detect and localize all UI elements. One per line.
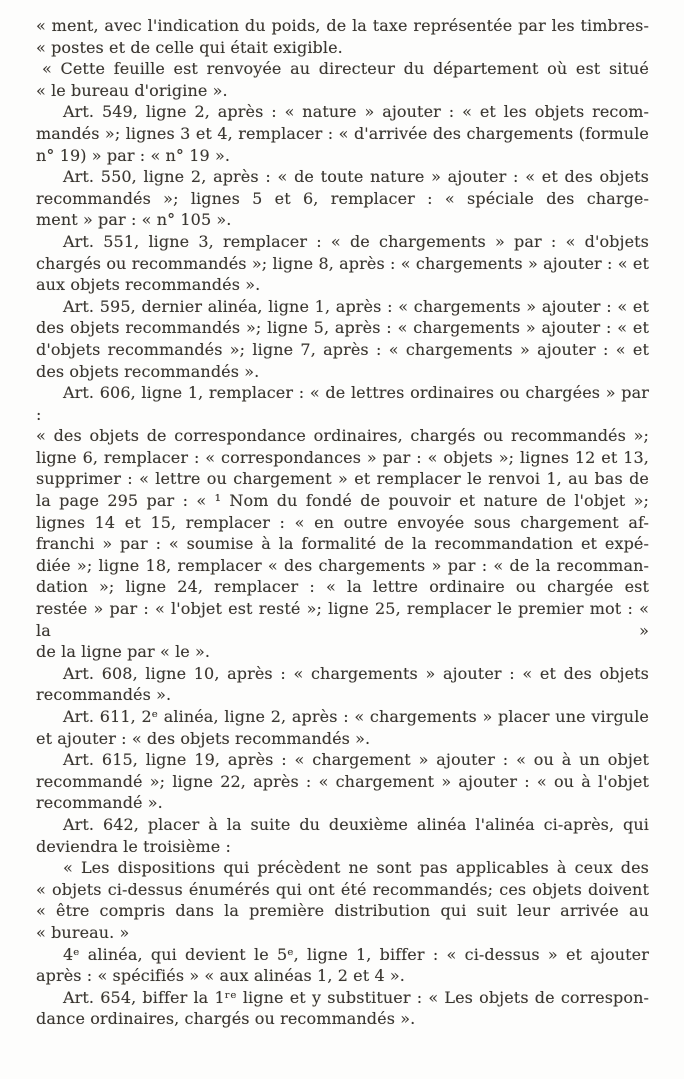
text-line: aux objets recommandés ». (36, 275, 261, 295)
paragraph-art-642-quote (36, 857, 649, 943)
paragraph-art-611 (36, 706, 649, 749)
text-line: « Cette feuille est renvoyée au directeur du département où est situé (42, 59, 649, 79)
text-line: des objets recommandés »; ligne 5, après : « chargements » ajouter : « et (36, 318, 649, 338)
paragraph-art-608 (36, 663, 649, 706)
text-line: de la ligne par « le ». (36, 642, 211, 662)
text-line: dance ordinaires, chargés ou recommandés ». (36, 1009, 416, 1029)
paragraph-art-654 (36, 987, 649, 1030)
text-line: « des objets de correspondance ordinaires, chargés ou recommandés »; (36, 426, 649, 446)
paragraph-art-615 (36, 749, 649, 814)
text-line: recommandés ». (36, 685, 172, 705)
text-line: lignes 14 et 15, remplacer : « en outre envoyée sous chargement af- (36, 512, 649, 532)
text-line: Art. 654, biffer la 1ʳᵉ ligne et y substituer : « Les objets de correspon- (63, 987, 649, 1007)
text-line: Art. 606, ligne 1, remplacer : « de lettres ordinaires ou chargées » par : (36, 383, 649, 424)
text-line: Art. 611, 2ᵉ alinéa, ligne 2, après : « chargements » placer une virgule (63, 707, 649, 726)
text-line: « bureau. » (36, 922, 130, 942)
text-line: des objets recommandés ». (36, 361, 260, 381)
text-line: Art. 595, dernier alinéa, ligne 1, après : « chargements » ajouter : « et (63, 296, 649, 316)
paragraph-art-595 (36, 296, 649, 382)
paragraph-quote-cette-feuille (36, 58, 649, 101)
text-line: et ajouter : « des objets recommandés ». (36, 728, 371, 748)
paragraph-art-642 (36, 814, 649, 857)
text-line: Art. 549, ligne 2, après : « nature » ajouter : « et les objets recom- (63, 102, 649, 122)
paragraph-art-606 (36, 382, 649, 663)
text-line: recommandé ». (36, 793, 163, 813)
text-line: Art. 642, placer à la suite du deuxième alinéa l'alinéa ci-après, qui (63, 814, 649, 834)
text-line: recommandé »; ligne 22, après : « chargement » ajouter : « ou à l'objet (36, 771, 649, 791)
text-line: Art. 550, ligne 2, après : « de toute nature » ajouter : « et des objets (63, 167, 649, 187)
text-line: la page 295 par : « ¹ Nom du fondé de pouvoir et nature de l'objet »; (36, 491, 649, 511)
text-line: « objets ci-dessus énumérés qui ont été recommandés; ces objets doivent (36, 879, 649, 899)
text-line: ment » par : « n° 105 ». (36, 210, 232, 230)
text-line: recommandés »; lignes 5 et 6, remplacer : « spéciale des charge- (36, 188, 649, 208)
text-line: Art. 615, ligne 19, après : « chargement » ajouter : « ou à un objet (63, 750, 649, 770)
text-line: « Les dispositions qui précèdent ne sont pas applicables à ceux des (63, 858, 649, 878)
text-line: deviendra le troisième : (36, 836, 231, 856)
text-line: d'objets recommandés »; ligne 7, après : « chargements » ajouter : « et (36, 339, 649, 359)
text-line: ligne 6, remplacer : « correspondances » par : « objets »; lignes 12 et 13, (36, 447, 649, 467)
paragraph-art-551 (36, 231, 649, 296)
paragraph-art-549 (36, 101, 649, 166)
text-line: dation »; ligne 24, remplacer : « la lettre ordinaire ou chargée est (36, 577, 649, 597)
text-line: Art. 551, ligne 3, remplacer : « de chargements » par : « d'objets (63, 231, 649, 251)
text-line: « être compris dans la première distribution qui suit leur arrivée au (36, 901, 649, 921)
text-line: supprimer : « lettre ou chargement » et remplacer le renvoi 1, au bas de (36, 469, 649, 489)
text-line: diée »; ligne 18, remplacer « des chargements » par : « de la recomman- (36, 555, 649, 575)
paragraph-art-550 (36, 166, 649, 231)
text-line: « postes et de celle qui était exigible. (36, 37, 343, 57)
text-line: 4ᵉ alinéa, qui devient le 5ᵉ, ligne 1, biffer : « ci-dessus » et ajouter (63, 944, 649, 964)
text-line: Art. 608, ligne 10, après : « chargements » ajouter : « et des objets (63, 663, 649, 683)
text-line: chargés ou recommandés »; ligne 8, après : « chargements » ajouter : « et (36, 253, 649, 273)
text-line: après : « spécifiés » « aux alinéas 1, 2 et 4 ». (36, 966, 405, 986)
text-line: franchi » par : « soumise à la formalité de la recommandation et expé- (36, 534, 649, 554)
text-line: « ment, avec l'indication du poids, de la taxe représentée par les timbres- (36, 16, 649, 35)
text-line: « le bureau d'origine ». (36, 80, 228, 100)
text-line: restée » par : « l'objet est resté »; ligne 25, remplacer le premier mot : « la » (36, 599, 649, 640)
text-line: mandés »; lignes 3 et 4, remplacer : « d'arrivée des chargements (formule (36, 123, 649, 143)
text-line: n° 19) » par : « n° 19 ». (36, 145, 231, 165)
paragraph-continuation-quote (36, 15, 649, 58)
paragraph-art-642-alinea-4 (36, 944, 649, 987)
